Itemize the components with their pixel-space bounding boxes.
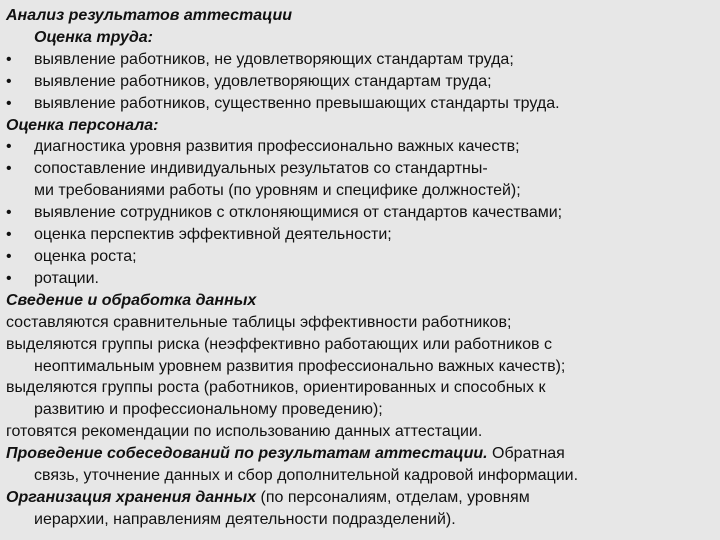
bullet-icon: • <box>6 269 12 287</box>
processing-line: выделяются группы риска (неэффективно работающих или работников с <box>6 335 552 353</box>
bullet-icon: • <box>6 72 12 90</box>
interviews-text: связь, уточнение данных и сбор дополнительной кадровой информации. <box>34 467 579 485</box>
list-item: • выявление работников, удовлетворяющих стандартам труда; <box>6 71 714 93</box>
storage-text: иерархии, направлениям деятельности подразделений). <box>34 510 456 528</box>
staff-heading: Оценка персонала: <box>6 116 159 134</box>
storage-paragraph: Организация хранения данных (по персоналиям, отделам, уровням <box>6 488 530 506</box>
processing-line: готовятся рекомендации по использованию данных аттестации. <box>6 423 483 441</box>
bullet-icon: • <box>6 50 12 68</box>
list-item: • выявление работников, существенно превышающих стандарты труда. <box>6 93 714 115</box>
processing-line: неоптимальным уровнем развития профессионально важных качеств); <box>34 357 566 375</box>
bullet-icon: • <box>6 226 12 244</box>
interviews-paragraph: Проведение собеседований по результатам аттестации. Обратная <box>6 445 565 463</box>
list-item-continuation: ми требованиями работы (по уровням и специфике должностей); <box>34 182 521 200</box>
bullet-icon: • <box>6 138 12 156</box>
list-item: • выявление работников, не удовлетворяющих стандартам труда; <box>6 49 714 71</box>
processing-line: составляются сравнительные таблицы эффективности работников; <box>6 313 512 331</box>
list-item: • оценка роста; <box>6 246 714 268</box>
bullet-icon: • <box>6 204 12 222</box>
list-item: • оценка перспектив эффективной деятельности; <box>6 224 714 246</box>
interviews-heading: Проведение собеседований по результатам аттестации. <box>6 445 488 463</box>
processing-line: развитию и профессиональному проведению); <box>34 401 383 419</box>
list-item: • диагностика уровня развития профессионально важных качеств; <box>6 136 714 158</box>
processing-line: выделяются группы роста (работников, ориентированных и способных к <box>6 379 546 397</box>
bullet-icon: • <box>6 94 12 112</box>
labor-heading: Оценка труда: <box>34 28 153 46</box>
bullet-icon: • <box>6 247 12 265</box>
storage-heading: Организация хранения данных <box>6 488 257 506</box>
list-item: • сопоставление индивидуальных результатов со стандартны- <box>6 158 714 180</box>
list-item: • ротации. <box>6 268 714 290</box>
slide-content <box>6 5 714 531</box>
processing-heading: Сведение и обработка данных <box>6 291 257 309</box>
page-title: Анализ результатов аттестации <box>6 7 292 24</box>
bullet-icon: • <box>6 160 12 178</box>
list-item: • выявление сотрудников с отклоняющимися от стандартов качествами; <box>6 202 714 224</box>
